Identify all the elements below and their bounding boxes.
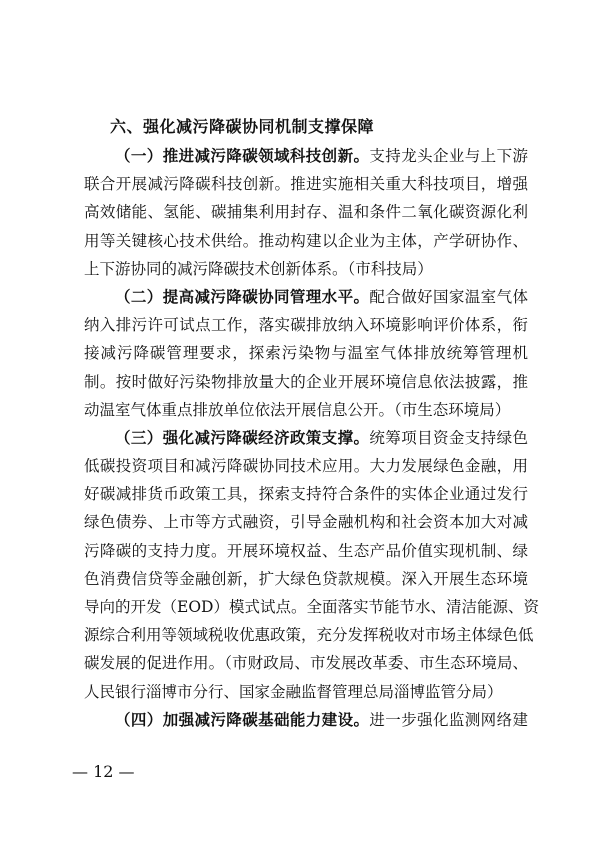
paragraph-3-line: 源综合利用等领域税收优惠政策，充分发挥税收对市场主体绿色低 [84, 626, 534, 645]
body-text [84, 142, 539, 734]
paragraph-3-line: 绿色债券、上市等方式融资，引导金融机构和社会资本加大对减 [84, 513, 528, 532]
paragraph-2-line: 制。按时做好污染物排放量大的企业开展环境信息依法披露，推 [84, 372, 528, 391]
paragraph-1-first-line [84, 142, 528, 170]
paragraph-2-line: 接减污降碳管理要求，探索污染物与温室气体排放统筹管理机 [84, 344, 528, 363]
paragraph-2-line: 纳入排污许可试点工作，落实碳排放纳入环境影响评价体系，衔 [84, 316, 528, 335]
paragraph-2-first-line [84, 283, 528, 311]
paragraph-3-line: 色消费信贷等金融创新，扩大绿色贷款规模。深入开展生态环境 [84, 569, 528, 588]
paragraph-3-title: （三）强化减污降碳经济政策支撑。 [115, 428, 370, 447]
paragraph-4-text: 进一步强化监测网络建 [369, 710, 528, 729]
paragraph-1-line: 联合开展减污降碳科技创新。推进实施相关重大科技项目，增强 [84, 175, 528, 194]
paragraph-1-line: 高效储能、氢能、碳捕集利用封存、温和条件二氧化碳资源化利 [84, 203, 528, 222]
paragraph-1-title: （一）推进减污降碳领域科技创新。 [115, 147, 370, 165]
paragraph-3-line: 好碳减排货币政策工具，探索支持符合条件的实体企业通过发行 [84, 485, 528, 504]
paragraph-1-line: 上下游协同的减污降碳技术创新体系。（市科技局） [84, 259, 433, 278]
paragraph-4-title: （四）加强减污降碳基础能力建设。 [115, 710, 370, 729]
paragraph-2-title: （二）提高减污降碳协同管理水平。 [115, 287, 370, 306]
section-heading: 六、强化减污降碳协同机制支撑保障 [110, 117, 375, 136]
paragraph-3-line: 导向的开发（EOD）模式试点。全面落实节能节水、清洁能源、资 [84, 598, 539, 616]
paragraph-4-first-line [84, 706, 528, 734]
paragraph-3-line: 人民银行淄博市分行、国家金融监督管理总局淄博监管分局） [84, 682, 503, 701]
paragraph-1-line: 用等关键核心技术供给。推动构建以企业为主体，产学研协作、 [84, 231, 528, 250]
paragraph-2-line: 动温室气体重点排放单位依法开展信息公开。（市生态环境局） [84, 400, 511, 419]
paragraph-3-text: 统筹项目资金支持绿色 [369, 428, 528, 447]
paragraph-1-text: 支持龙头企业与上下游 [369, 147, 528, 165]
page-number: — 12 — [72, 762, 135, 781]
paragraph-3-first-line [84, 424, 528, 452]
paragraph-3-line: 碳发展的促进作用。（市财政局、市发展改革委、市生态环境局、 [84, 654, 528, 673]
paragraph-3-line: 低碳投资项目和减污降碳协同技术应用。大力发展绿色金融，用 [84, 457, 528, 476]
paragraph-2-text: 配合做好国家温室气体 [369, 287, 528, 306]
paragraph-3-line: 污降碳的支持力度。开展环境权益、生态产品价值实现机制、绿 [84, 541, 528, 560]
